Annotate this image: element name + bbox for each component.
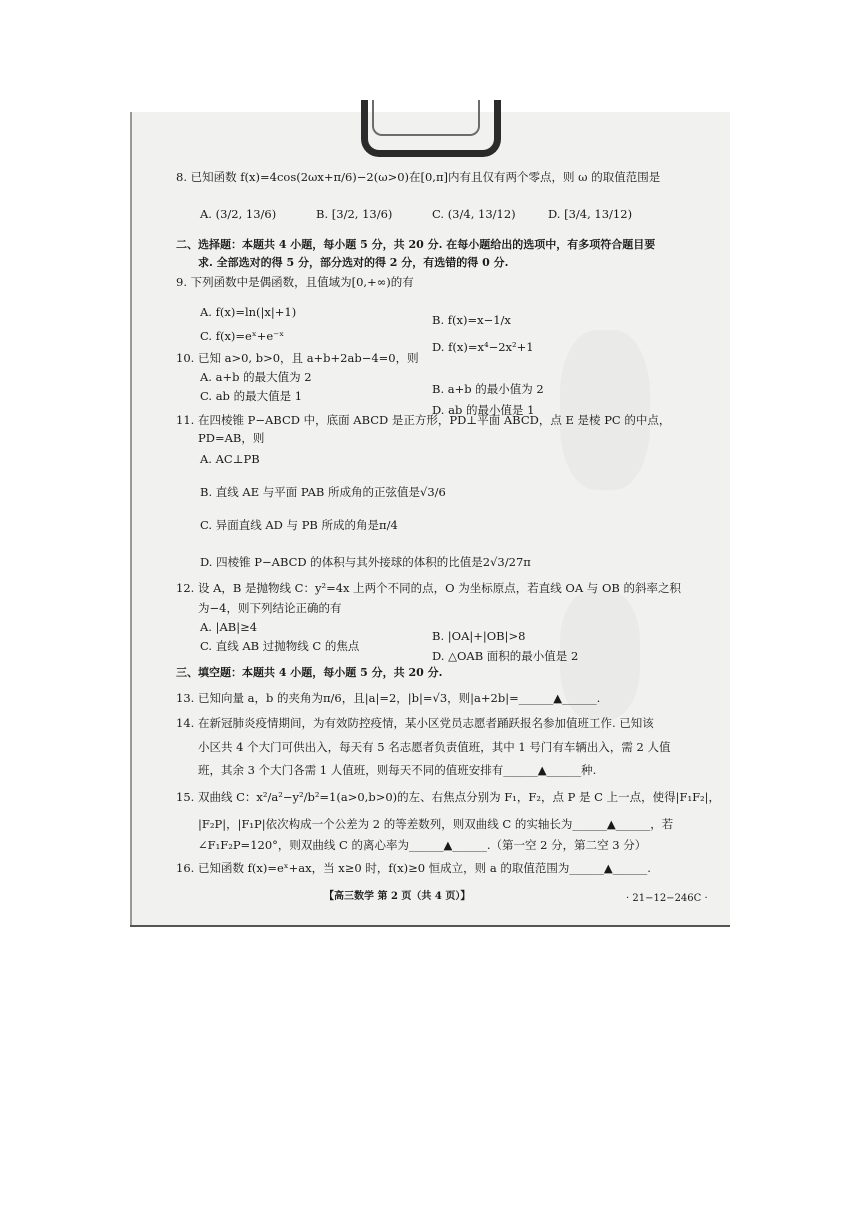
q9-option-a: A. f(x)=ln(|x|+1) (200, 305, 297, 319)
q11-option-a: A. AC⊥PB (200, 452, 260, 466)
q10-option-a: A. a+b 的最大值为 2 (200, 370, 312, 384)
q9-option-b: B. f(x)=x−1/x (432, 313, 511, 327)
binder-clip-inner-icon (372, 100, 480, 136)
section2-instructions: 求. 全部选对的得 5 分，部分选对的得 2 分，有选错的得 0 分. (198, 256, 509, 269)
paper-code: · 21−12−246C · (626, 893, 708, 904)
q8-option-a: A. (3/2, 13/6) (200, 207, 277, 221)
q14-line1: 14. 在新冠肺炎疫情期间，为有效防控疫情，某小区党员志愿者踊跃报名参加值班工作. 已知该 (176, 716, 654, 730)
q10-option-c: C. ab 的最大值是 1 (200, 389, 303, 403)
q12-option-c: C. 直线 AB 过抛物线 C 的焦点 (200, 639, 360, 653)
q11-stem-line1: 11. 在四棱锥 P−ABCD 中，底面 ABCD 是正方形，PD⊥平面 ABCD，点 E 是棱 PC 的中点， (176, 413, 671, 427)
q8-stem: 8. 已知函数 f(x)=4cos(2ωx+π/6)−2(ω>0)在[0,π]内有且仅有两个零点，则 ω 的取值范围是 (176, 170, 661, 184)
q15-line2: |F₂P|，|F₁P|依次构成一个公差为 2 的等差数列，则双曲线 C 的实轴长为______▲______，若 (198, 817, 674, 831)
page-footer: 【高三数学 第 2 页（共 4 页）】 (324, 891, 471, 902)
q9-stem: 9. 下列函数中是偶函数，且值域为[0,+∞)的有 (176, 275, 414, 289)
q10-option-b: B. a+b 的最小值为 2 (432, 382, 544, 396)
paper-edge (130, 112, 132, 925)
q8-option-d: D. [3/4, 13/12) (548, 207, 633, 221)
q11-option-b: B. 直线 AE 与平面 PAB 所成角的正弦值是√3/6 (200, 485, 446, 499)
q12-stem-line1: 12. 设 A，B 是抛物线 C：y²=4x 上两个不同的点，O 为坐标原点，若直线 OA 与 OB 的斜率之积 (176, 581, 681, 595)
q14-line3: 班，其余 3 个大门各需 1 人值班，则每天不同的值班安排有______▲______种. (198, 763, 597, 777)
q9-option-c: C. f(x)=eˣ+e⁻ˣ (200, 329, 285, 343)
q11-stem-line2: PD=AB，则 (198, 431, 265, 445)
q12-stem-line2: 为−4，则下列结论正确的有 (198, 601, 342, 615)
bleed-through-shadow (560, 330, 650, 490)
q14-line2: 小区共 4 个大门可供出入，每天有 5 名志愿者负责值班，其中 1 号门有车辆出入，需 2 人值 (198, 740, 671, 754)
q12-option-a: A. |AB|≥4 (200, 620, 258, 634)
q11-option-c: C. 异面直线 AD 与 PB 所成的角是π/4 (200, 518, 398, 532)
q15-line3: ∠F₁F₂P=120°，则双曲线 C 的离心率为______▲______.（第一空 2 分，第二空 3 分） (198, 838, 647, 852)
q10-option-d: D. ab 的最小值是 1 (432, 403, 535, 417)
q9-option-d: D. f(x)=x⁴−2x²+1 (432, 340, 534, 354)
section2-heading: 二、选择题：本题共 4 小题，每小题 5 分，共 20 分. 在每小题给出的选项中，有多项符合题目要 (176, 238, 656, 251)
section3-heading: 三、填空题：本题共 4 小题，每小题 5 分，共 20 分. (176, 666, 443, 679)
q15-line1: 15. 双曲线 C：x²/a²−y²/b²=1(a>0,b>0)的左、右焦点分别为 F₁，F₂，点 P 是 C 上一点，使得|F₁F₂|， (176, 790, 721, 804)
q8-option-b: B. [3/2, 13/6) (316, 207, 393, 221)
q11-option-d: D. 四棱锥 P−ABCD 的体积与其外接球的体积的比值是2√3/27π (200, 555, 531, 569)
q12-option-d: D. △OAB 面积的最小值是 2 (432, 649, 579, 663)
q12-option-b: B. |OA|+|OB|>8 (432, 629, 526, 643)
q16-text: 16. 已知函数 f(x)=eˣ+ax，当 x≥0 时，f(x)≥0 恒成立，则 a 的取值范围为______▲______. (176, 861, 651, 875)
q10-stem: 10. 已知 a>0, b>0，且 a+b+2ab−4=0，则 (176, 351, 419, 365)
q8-option-c: C. (3/4, 13/12) (432, 207, 516, 221)
q13-text: 13. 已知向量 a，b 的夹角为π/6，且|a|=2，|b|=√3，则|a+2b|=______▲______. (176, 691, 601, 705)
